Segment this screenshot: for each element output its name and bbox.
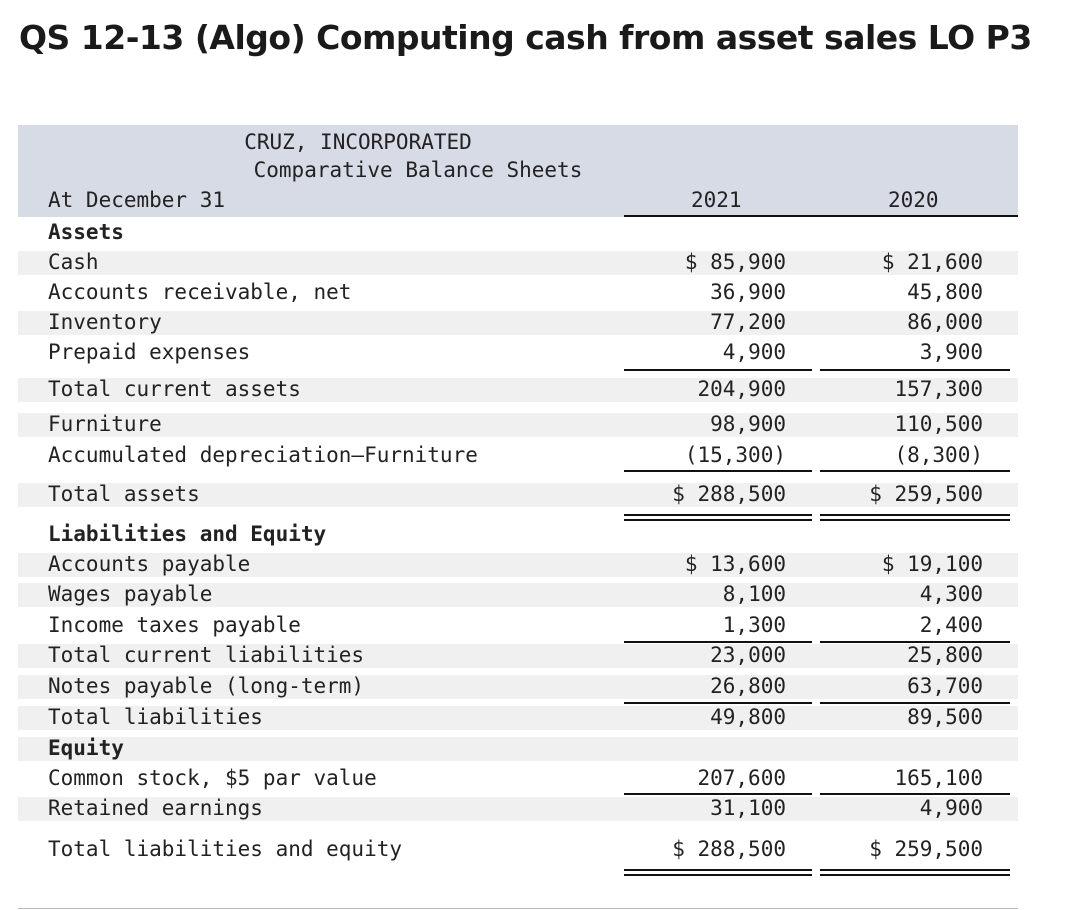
row-label: Furniture xyxy=(48,412,162,436)
subtotal-rule xyxy=(624,702,812,704)
date-label: At December 31 xyxy=(48,188,226,212)
subtotal-rule xyxy=(820,369,1010,371)
total-double-rule xyxy=(624,869,812,876)
row-label: Wages payable xyxy=(48,582,213,606)
row-shading xyxy=(18,311,1018,335)
value-2021: (15,300) xyxy=(684,443,786,467)
row-label: Accounts receivable, net xyxy=(48,280,352,304)
page-title: QS 12-13 (Algo) Computing cash from asset sales LO P3 xyxy=(19,18,1032,57)
value-2020: 4,300 xyxy=(919,582,983,606)
value-2021: 1,300 xyxy=(722,613,786,637)
row-label: Total current assets xyxy=(48,377,301,401)
value-2021: 4,900 xyxy=(722,340,786,364)
subtotal-rule xyxy=(624,470,812,472)
row-label: Income taxes payable xyxy=(48,613,301,637)
value-2020: 165,100 xyxy=(894,766,983,790)
value-2021: 36,900 xyxy=(710,280,786,304)
row-label: Total assets xyxy=(48,482,200,506)
subtotal-rule xyxy=(624,793,812,795)
value-2021: $ 288,500 xyxy=(672,482,786,506)
row-shading xyxy=(18,737,1018,761)
statement-title: Comparative Balance Sheets xyxy=(253,158,583,182)
total-double-rule xyxy=(624,514,812,521)
subtotal-rule xyxy=(820,470,1010,472)
value-2020: 25,800 xyxy=(907,643,983,667)
value-2021: $ 13,600 xyxy=(684,552,786,576)
value-2021: 77,200 xyxy=(710,310,786,334)
row-label: Accumulated depreciation—Furniture xyxy=(48,443,478,467)
subtotal-rule xyxy=(820,702,1010,704)
value-2021: 204,900 xyxy=(697,377,786,401)
row-label: Notes payable (long-term) xyxy=(48,674,365,698)
value-2021: 8,100 xyxy=(722,582,786,606)
value-2021: $ 85,900 xyxy=(684,250,786,274)
value-2021: $ 288,500 xyxy=(672,837,786,861)
total-double-rule xyxy=(820,514,1010,521)
row-label: Total liabilities xyxy=(48,705,263,729)
row-label: Cash xyxy=(48,250,99,274)
row-label: Accounts payable xyxy=(48,552,251,576)
value-2020: $ 21,600 xyxy=(881,250,983,274)
value-2020: 157,300 xyxy=(894,377,983,401)
value-2021: 98,900 xyxy=(710,412,786,436)
subtotal-rule xyxy=(624,641,812,643)
subtotal-rule xyxy=(820,641,1010,643)
value-2021: 49,800 xyxy=(710,705,786,729)
balance-sheet-table xyxy=(18,125,1018,875)
value-2020: 2,400 xyxy=(919,613,983,637)
company-name: CRUZ, INCORPORATED xyxy=(244,130,472,154)
value-2020: 89,500 xyxy=(907,705,983,729)
row-label: Common stock, $5 par value xyxy=(48,766,377,790)
value-2021: 207,600 xyxy=(697,766,786,790)
header-underline xyxy=(624,215,1018,217)
value-2021: 23,000 xyxy=(710,643,786,667)
row-shading xyxy=(18,413,1018,437)
row-label: Retained earnings xyxy=(48,796,263,820)
value-2020: $ 19,100 xyxy=(881,552,983,576)
value-2021: 31,100 xyxy=(710,796,786,820)
section-heading: Assets xyxy=(48,220,124,244)
value-2020: 4,900 xyxy=(919,796,983,820)
value-2020: $ 259,500 xyxy=(869,482,983,506)
value-2020: 110,500 xyxy=(894,412,983,436)
value-2020: $ 259,500 xyxy=(869,837,983,861)
section-heading: Liabilities and Equity xyxy=(48,522,327,546)
value-2020: 3,900 xyxy=(919,340,983,364)
section-heading: Equity xyxy=(48,736,124,760)
value-2020: (8,300) xyxy=(894,443,983,467)
row-label: Total current liabilities xyxy=(48,643,365,667)
value-2020: 86,000 xyxy=(907,310,983,334)
subtotal-rule xyxy=(624,369,812,371)
value-2021: 26,800 xyxy=(710,674,786,698)
subtotal-rule xyxy=(820,793,1010,795)
column-header-2020: 2020 xyxy=(888,188,939,212)
row-shading xyxy=(18,251,1018,275)
row-label: Inventory xyxy=(48,310,162,334)
column-header-2021: 2021 xyxy=(691,188,742,212)
value-2020: 63,700 xyxy=(907,674,983,698)
table-header xyxy=(18,125,1018,217)
divider xyxy=(18,908,1018,909)
value-2020: 45,800 xyxy=(907,280,983,304)
total-double-rule xyxy=(820,869,1010,876)
row-label: Prepaid expenses xyxy=(48,340,251,364)
row-label: Total liabilities and equity xyxy=(48,837,403,861)
